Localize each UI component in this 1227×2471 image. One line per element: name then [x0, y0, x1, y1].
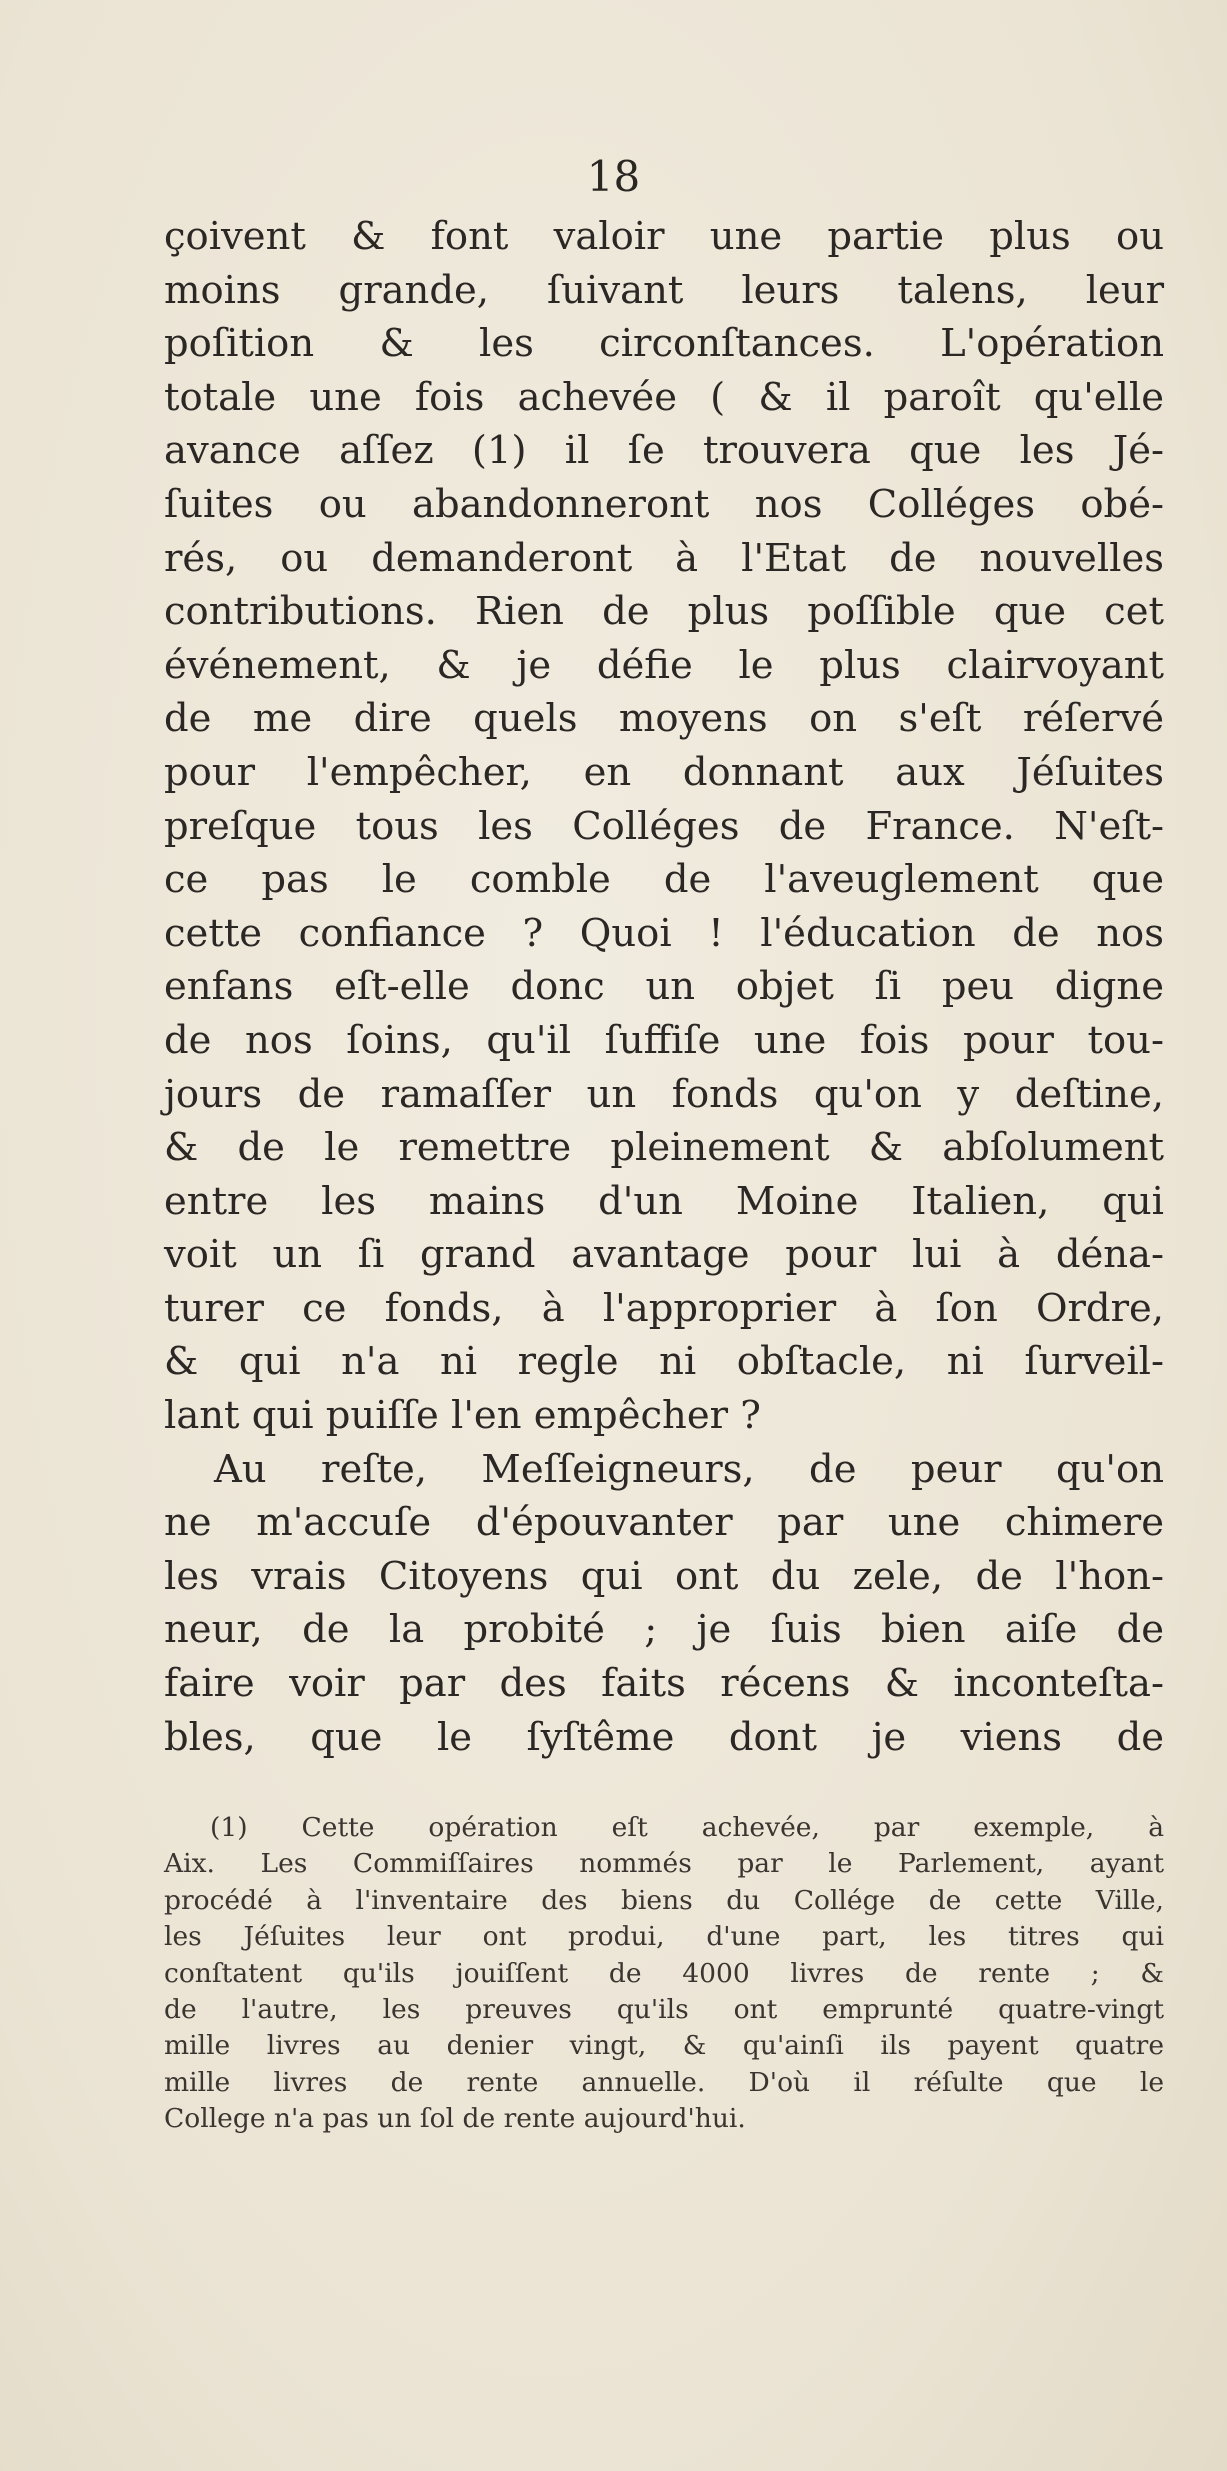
text-line: jours de ramaſſer un fonds qu'on y deſtine, — [164, 1071, 1164, 1117]
text-line: ce pas le comble de l'aveuglement que — [164, 857, 1164, 903]
footnote-line: de l'autre, les preuves qu'ils ont emprunté quatre-vingt — [164, 1994, 1164, 2026]
footnote-line: (1) Cette opération eſt achevée, par exemple, à — [210, 1812, 1164, 1843]
text-line: preſque tous les Colléges de France. N'eſt- — [164, 803, 1164, 849]
text-line: cette confiance ? Quoi ! l'éducation de nos — [164, 910, 1164, 956]
footnote-block — [164, 1810, 1164, 2138]
text-line: bles, que le ſyſtême dont je viens de — [164, 1714, 1164, 1760]
footnote-line: conſtatent qu'ils jouiſſent de 4000 livres de rente ; & — [164, 1957, 1164, 1989]
text-line: enfans eſt-elle donc un objet ſi peu digne — [164, 964, 1164, 1010]
footnote-line: procédé à l'inventaire des biens du Collége de cette Ville, — [164, 1884, 1164, 1916]
text-line: çoivent & font valoir une partie plus ou — [164, 214, 1164, 259]
text-line: lant qui puiſſe l'en empêcher ? — [164, 1393, 761, 1439]
text-line: ne m'accuſe d'épouvanter par une chimere — [164, 1500, 1164, 1546]
text-line: de me dire quels moyens on s'eſt réſervé — [164, 696, 1164, 742]
text-line: contributions. Rien de plus poſſible que cet — [164, 589, 1164, 635]
text-line: Au reſte, Meſſeigneurs, de peur qu'on — [214, 1446, 1164, 1492]
text-line: & de le remettre pleinement & abſolument — [164, 1125, 1164, 1171]
text-line: faire voir par des faits récens & inconteſta- — [164, 1661, 1164, 1707]
main-text-block — [164, 210, 1164, 1764]
text-line: de nos ſoins, qu'il ſuffiſe une fois pour tou- — [164, 1017, 1164, 1063]
text-line: poſition & les circonſtances. L'opération — [164, 321, 1164, 367]
text-line: & qui n'a ni regle ni obſtacle, ni ſurveil- — [164, 1339, 1164, 1385]
text-line: pour l'empêcher, en donnant aux Jéſuites — [164, 749, 1164, 795]
footnote-line: Aix. Les Commiſſaires nommés par le Parlement, ayant — [164, 1848, 1164, 1880]
text-line: avance aſſez (1) il ſe trouvera que les Jé- — [164, 428, 1164, 474]
text-line: voit un ſi grand avantage pour lui à déna- — [164, 1232, 1164, 1278]
footnote-line: mille livres au denier vingt, & qu'ainſi ils payent quatre — [164, 2030, 1164, 2062]
text-line: rés, ou demanderont à l'Etat de nouvelles — [164, 535, 1164, 581]
text-line: les vrais Citoyens qui ont du zele, de l'hon- — [164, 1553, 1164, 1599]
footnote-line: mille livres de rente annuelle. D'où il réſulte que le — [164, 2066, 1164, 2098]
text-line: turer ce fonds, à l'approprier à ſon Ordre, — [164, 1285, 1164, 1331]
text-line: moins grande, ſuivant leurs talens, leur — [164, 267, 1164, 313]
text-line: neur, de la probité ; je ſuis bien aiſe de — [164, 1607, 1164, 1653]
page-number: 18 — [586, 152, 641, 201]
text-line: événement, & je défie le plus clairvoyant — [164, 642, 1164, 688]
text-line: totale une fois achevée ( & il paroît qu'elle — [164, 374, 1164, 420]
text-line: entre les mains d'un Moine Italien, qui — [164, 1178, 1164, 1224]
footnote-line: College n'a pas un ſol de rente aujourd'hui. — [164, 2103, 746, 2135]
footnote-line: les Jéſuites leur ont produi, d'une part, les titres qui — [164, 1921, 1164, 1953]
text-line: ſuites ou abandonneront nos Colléges obé- — [164, 481, 1164, 527]
